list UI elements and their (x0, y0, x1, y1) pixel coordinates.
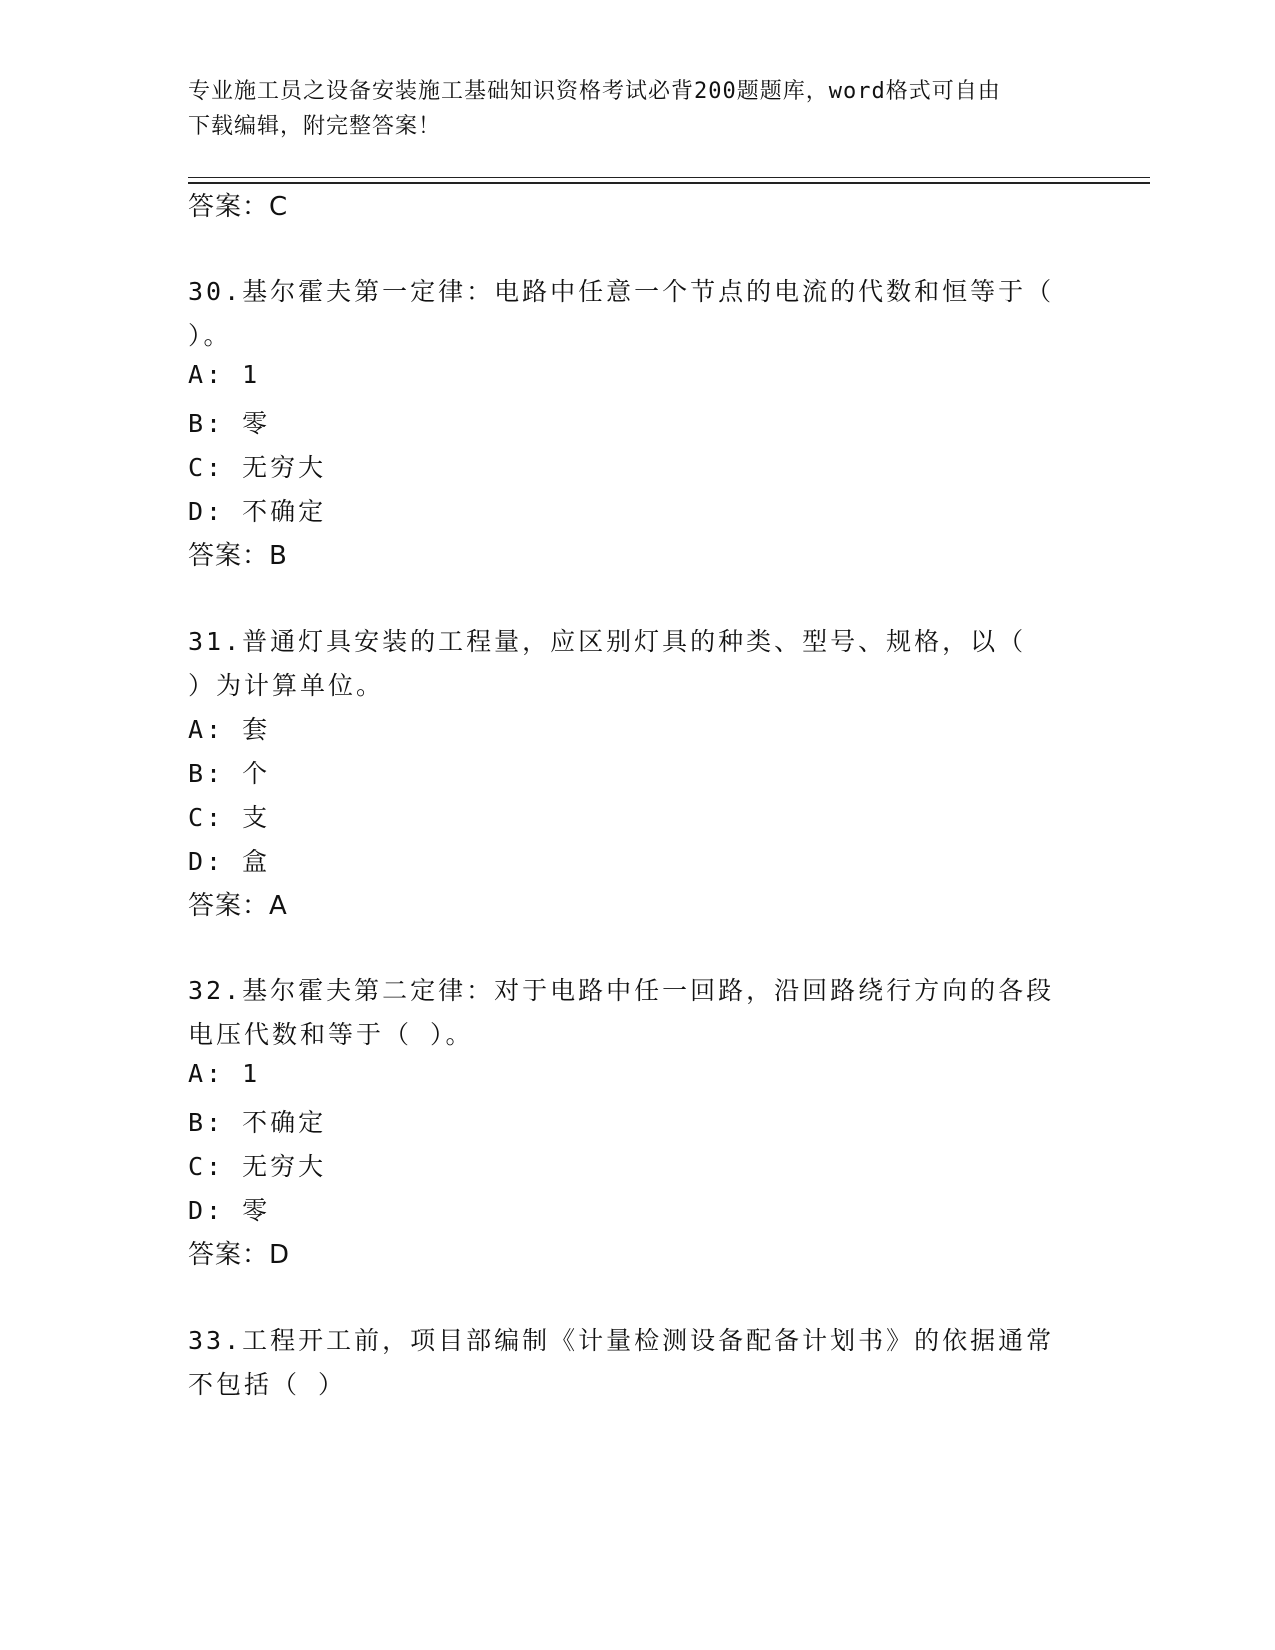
question-30-option-a: A: 1 (188, 360, 261, 389)
question-32-text-line-1: 32.基尔霍夫第二定律：对于电路中任一回路，沿回路绕行方向的各段 (188, 976, 1055, 1005)
question-32-answer: 答案：D (188, 1240, 291, 1270)
question-30-option-d: D: 不确定 (188, 497, 327, 526)
previous-answer: 答案：C (188, 192, 289, 222)
question-32-option-a: A: 1 (188, 1059, 261, 1088)
question-33-text-line-2: 不包括（ ） (188, 1370, 347, 1399)
question-32-option-c: C: 无穷大 (188, 1152, 327, 1181)
question-33-text-line-1: 33.工程开工前，项目部编制《计量检测设备配备计划书》的依据通常 (188, 1326, 1055, 1355)
question-31-option-d: D: 盒 (188, 847, 271, 876)
question-31-option-c: C: 支 (188, 803, 271, 832)
question-30-text-line-1: 30.基尔霍夫第一定律：电路中任意一个节点的电流的代数和恒等于（ (188, 277, 1055, 306)
header-divider-thin (188, 177, 1150, 178)
header-line-2: 下载编辑，附完整答案！ (188, 114, 442, 139)
question-32-option-b: B: 不确定 (188, 1108, 327, 1137)
question-32-text-line-2: 电压代数和等于（ ）。 (188, 1020, 474, 1049)
question-30-answer: 答案：B (188, 541, 288, 571)
question-31-answer: 答案：A (188, 891, 288, 921)
question-30-option-c: C: 无穷大 (188, 453, 327, 482)
document-header (188, 74, 1068, 144)
header-line-1: 专业施工员之设备安装施工基础知识资格考试必背200题题库，word格式可自由 (188, 79, 1001, 104)
header-divider-thick (188, 182, 1150, 184)
question-30-text-line-2: ）。 (188, 321, 232, 350)
question-31-text-line-2: ）为计算单位。 (188, 671, 385, 700)
question-31-text-line-1: 31.普通灯具安装的工程量，应区别灯具的种类、型号、规格，以（ (188, 627, 1027, 656)
question-32-option-d: D: 零 (188, 1196, 271, 1225)
question-30-option-b: B: 零 (188, 409, 271, 438)
question-31-option-a: A: 套 (188, 715, 271, 744)
question-31-option-b: B: 个 (188, 759, 271, 788)
